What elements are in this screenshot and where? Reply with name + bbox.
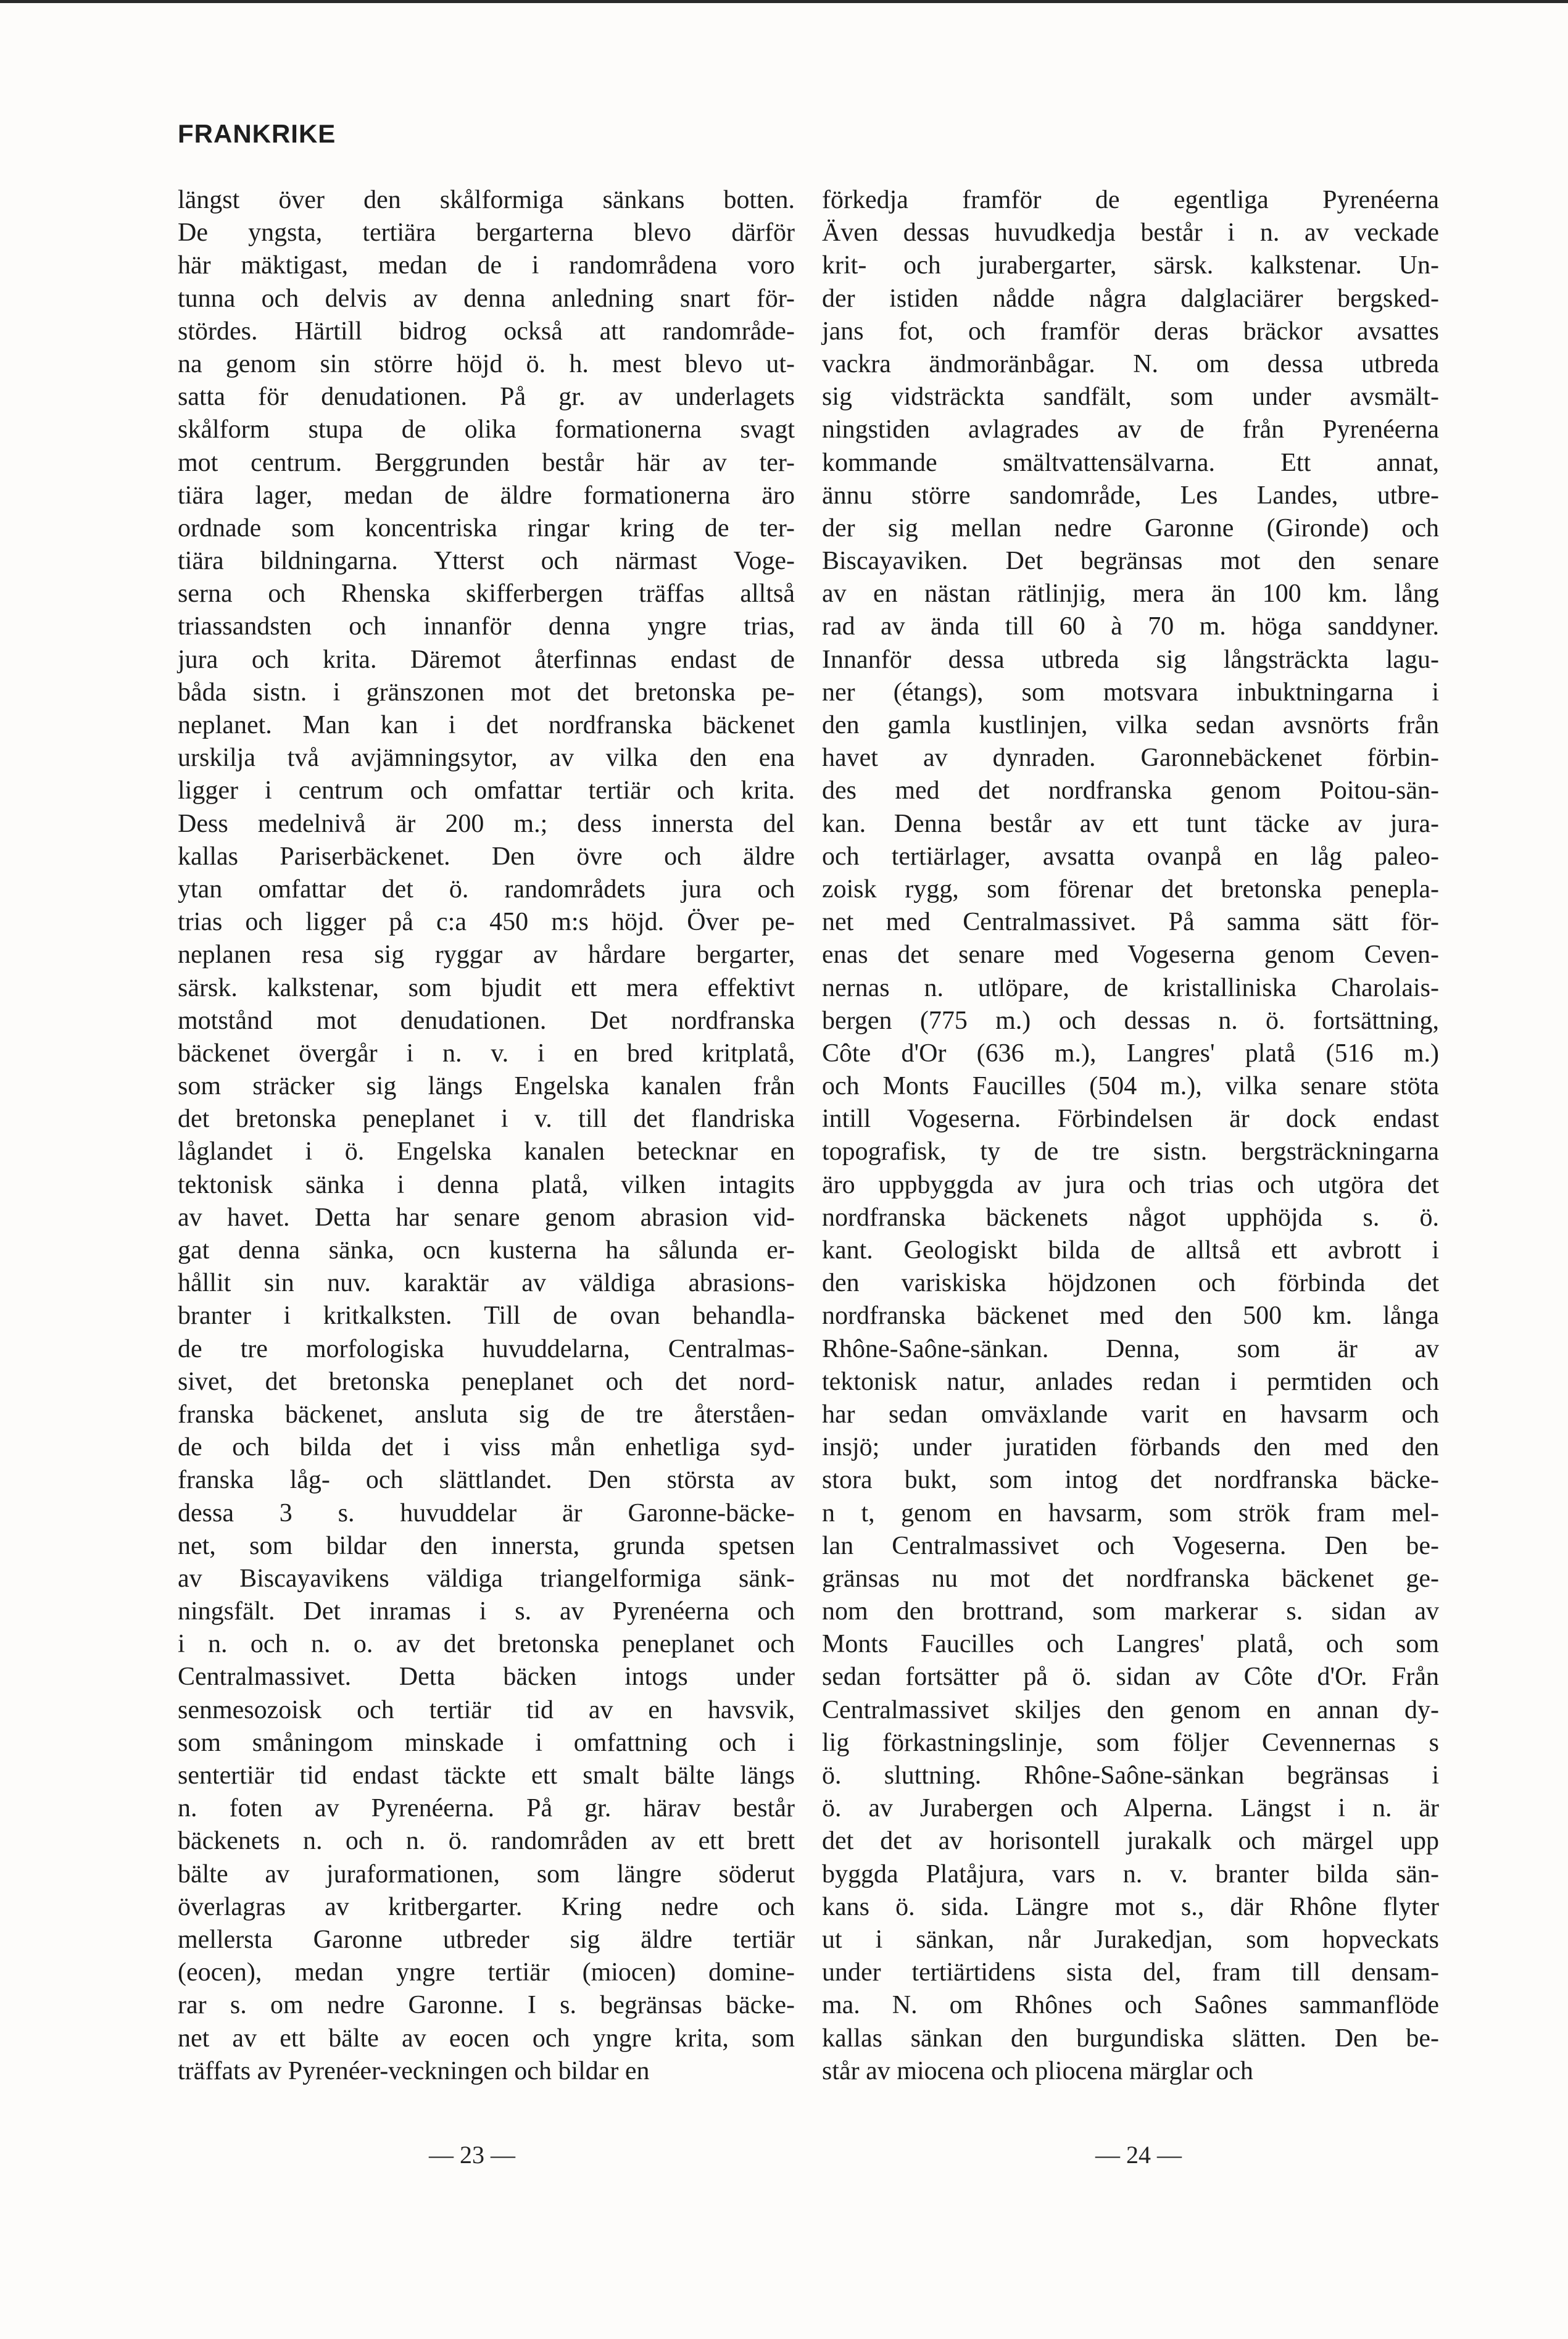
- text-line: under tertiärtidens sista del, fram till densam-: [822, 1958, 1439, 1987]
- text-line: mellersta Garonne utbreder sig äldre tertiär: [178, 1925, 795, 1954]
- text-line: Även dessas huvudkedja består i n. av veckade: [822, 218, 1439, 247]
- text-line: Biscayaviken. Det begränsas mot den senare: [822, 547, 1439, 576]
- text-line: ningsfält. Det inramas i s. av Pyrenéerna och: [178, 1597, 795, 1626]
- text-line: kallas sänkan den burgundiska slätten. Den be-: [822, 2024, 1439, 2053]
- text-line: ningstiden avlagrades av de från Pyrenéerna: [822, 415, 1439, 444]
- text-line: Centralmassivet. Detta bäcken intogs under: [178, 1663, 795, 1692]
- text-line: dessa 3 s. huvuddelar är Garonne-bäcke-: [178, 1498, 795, 1527]
- text-line: branter i kritkalksten. Till de ovan behandla-: [178, 1302, 795, 1331]
- text-line: kommande smältvattensälvarna. Ett annat,: [822, 448, 1439, 477]
- text-line: förkedja framför de egentliga Pyrenéerna: [822, 186, 1439, 214]
- text-line: net, som bildar den innersta, grunda spetsen: [178, 1531, 795, 1560]
- text-line: tiära bildningarna. Ytterst och närmast Voge-: [178, 547, 795, 576]
- text-line: står av miocena och pliocena märglar och: [822, 2056, 1253, 2085]
- text-line: stördes. Härtill bidrog också att randområde-: [178, 317, 795, 346]
- text-line: intill Vogeserna. Förbindelsen är dock endast: [822, 1105, 1439, 1134]
- text-line: enas det senare med Vogeserna genom Ceven-: [822, 941, 1439, 970]
- text-line: ännu större sandområde, Les Landes, utbre-: [822, 481, 1439, 510]
- page-number-left: — 23 —: [429, 2141, 515, 2169]
- text-line: gränsas nu mot det nordfranska bäckenet ge-: [822, 1564, 1439, 1593]
- text-line: insjö; under juratiden förbands den med den: [822, 1433, 1439, 1462]
- text-line: krit- och jurabergarter, särsk. kalkstenar. Un-: [822, 251, 1439, 280]
- text-line: det bretonska peneplanet i v. till det flandriska: [178, 1105, 795, 1134]
- text-line: neplanen resa sig ryggar av hårdare bergarter,: [178, 941, 795, 970]
- text-line: nernas n. utlöpare, de kristalliniska Charolais-: [822, 973, 1439, 1002]
- text-line: lig förkastningslinje, som följer Cevennernas s: [822, 1728, 1439, 1757]
- text-line: trias och ligger på c:a 450 m:s höjd. Över pe-: [178, 908, 795, 937]
- text-line: net med Centralmassivet. På samma sätt för-: [822, 908, 1439, 937]
- text-line: gat denna sänka, ocn kusterna ha sålunda er-: [178, 1236, 795, 1265]
- text-line: kant. Geologiskt bilda de alltså ett avbrott i: [822, 1236, 1439, 1265]
- text-line: rad av ända till 60 à 70 m. höga sanddyner.: [822, 612, 1439, 641]
- text-line: ö. sluttning. Rhône-Saône-sänkan begränsas i: [822, 1761, 1439, 1790]
- text-line: nordfranska bäckenets något upphöjda s. ö.: [822, 1203, 1439, 1232]
- text-line: sivet, det bretonska peneplanet och det nord-: [178, 1367, 795, 1396]
- text-line: Côte d'Or (636 m.), Langres' platå (516 m.): [822, 1039, 1439, 1068]
- text-line: som sträcker sig längs Engelska kanalen från: [178, 1072, 795, 1101]
- text-line: ytan omfattar det ö. randområdets jura och: [178, 875, 795, 904]
- text-line: här mäktigast, medan de i randområdena voro: [178, 251, 795, 280]
- text-line: jans fot, och framför deras bräckor avsattes: [822, 317, 1439, 346]
- text-line: Dess medelnivå är 200 m.; dess innersta del: [178, 809, 795, 838]
- text-line: senmesozoisk och tertiär tid av en havsvik,: [178, 1695, 795, 1724]
- text-line: des med det nordfranska genom Poitou-sän-: [822, 776, 1439, 805]
- text-line: nordfranska bäckenet med den 500 km. långa: [822, 1302, 1439, 1331]
- text-line: vackra ändmoränbågar. N. om dessa utbreda: [822, 349, 1439, 378]
- text-line: kallas Pariserbäckenet. Den övre och äldre: [178, 842, 795, 871]
- text-line: stora bukt, som intog det nordfranska bäcke-: [822, 1466, 1439, 1495]
- text-line: tektonisk sänka i denna platå, vilken intagits: [178, 1170, 795, 1199]
- text-line: der sig mellan nedre Garonne (Gironde) och: [822, 513, 1439, 542]
- text-line: som småningom minskade i omfattning och i: [178, 1728, 795, 1757]
- text-line: ma. N. om Rhônes och Saônes sammanflöde: [822, 1991, 1439, 2020]
- text-line: franska bäckenet, ansluta sig de tre återståen-: [178, 1400, 795, 1429]
- text-line: nom den brottrand, som markerar s. sidan av: [822, 1597, 1439, 1626]
- text-line: de och bilda det i viss mån enhetliga syd-: [178, 1433, 795, 1462]
- text-line: de tre morfologiska huvuddelarna, Centralmas-: [178, 1334, 795, 1363]
- text-line: mot centrum. Berggrunden består här av ter-: [178, 448, 795, 477]
- text-line: serna och Rhenska skifferbergen träffas alltså: [178, 580, 795, 609]
- text-line: sedan fortsätter på ö. sidan av Côte d'Or. Från: [822, 1663, 1439, 1692]
- right-text-column: [822, 184, 1439, 2088]
- text-line: Rhône-Saône-sänkan. Denna, som är av: [822, 1334, 1439, 1363]
- page-number-right: — 24 —: [1095, 2141, 1182, 2169]
- text-line: av havet. Detta har senare genom abrasion vid-: [178, 1203, 795, 1232]
- text-line: n. foten av Pyrenéerna. På gr. härav består: [178, 1794, 795, 1823]
- text-line: skålform stupa de olika formationerna svagt: [178, 415, 795, 444]
- text-line: (eocen), medan yngre tertiär (miocen) domine-: [178, 1958, 795, 1987]
- text-line: av en nästan rätlinjig, mera än 100 km. lång: [822, 580, 1439, 609]
- text-line: kan. Denna består av ett tunt täcke av jura-: [822, 809, 1439, 838]
- text-line: sig vidsträckta sandfält, som under avsmält-: [822, 383, 1439, 412]
- text-line: bergen (775 m.) och dessas n. ö. fortsättning,: [822, 1006, 1439, 1035]
- top-border-rule: [0, 0, 1568, 3]
- text-line: neplanet. Man kan i det nordfranska bäckenet: [178, 711, 795, 739]
- text-line: tiära lager, medan de äldre formationerna äro: [178, 481, 795, 510]
- text-line: franska låg- och slättlandet. Den största av: [178, 1466, 795, 1495]
- text-line: Centralmassivet skiljes den genom en annan dy-: [822, 1695, 1439, 1724]
- text-line: net av ett bälte av eocen och yngre krita, som: [178, 2024, 795, 2053]
- text-line: och Monts Faucilles (504 m.), vilka senare stöta: [822, 1072, 1439, 1101]
- text-line: tektonisk natur, anlades redan i permtiden och: [822, 1367, 1439, 1396]
- text-line: ö. av Jurabergen och Alperna. Längst i n. är: [822, 1794, 1439, 1823]
- text-line: Innanför dessa utbreda sig långsträckta lagu-: [822, 645, 1439, 674]
- text-line: topografisk, ty de tre sistn. bergsträckningarna: [822, 1137, 1439, 1166]
- text-line: zoisk rygg, som förenar det bretonska penepla-: [822, 875, 1439, 904]
- text-line: bäckenet övergår i n. v. i en bred kritplatå,: [178, 1039, 795, 1068]
- text-line: bälte av juraformationen, som längre söderut: [178, 1859, 795, 1888]
- text-line: satta för denudationen. På gr. av underlagets: [178, 383, 795, 412]
- text-line: n t, genom en havsarm, som strök fram mel-: [822, 1498, 1439, 1527]
- text-line: Monts Faucilles och Langres' platå, och som: [822, 1630, 1439, 1659]
- text-line: särsk. kalkstenar, som bjudit ett mera effektivt: [178, 973, 795, 1002]
- text-line: och tertiärlager, avsatta ovanpå en låg paleo-: [822, 842, 1439, 871]
- text-line: der istiden nådde några dalglaciärer bergsked-: [822, 284, 1439, 313]
- text-line: kans ö. sida. Längre mot s., där Rhône flyter: [822, 1892, 1439, 1921]
- left-text-column: [178, 184, 795, 2088]
- text-line: na genom sin större höjd ö. h. mest blevo ut-: [178, 349, 795, 378]
- text-line: i n. och n. o. av det bretonska peneplanet och: [178, 1630, 795, 1659]
- text-line: rar s. om nedre Garonne. I s. begränsas bäcke-: [178, 1991, 795, 2020]
- text-line: lan Centralmassivet och Vogeserna. Den be-: [822, 1531, 1439, 1560]
- text-line: ordnade som koncentriska ringar kring de ter-: [178, 513, 795, 542]
- text-line: hållit sin nuv. karaktär av väldiga abrasions-: [178, 1269, 795, 1298]
- running-head: FRANKRIKE: [178, 119, 336, 148]
- text-line: båda sistn. i gränszonen mot det bretonska pe-: [178, 678, 795, 707]
- text-line: låglandet i ö. Engelska kanalen betecknar en: [178, 1137, 795, 1166]
- text-line: jura och krita. Däremot återfinnas endast de: [178, 645, 795, 674]
- text-line: längst över den skålformiga sänkans botten.: [178, 186, 795, 214]
- text-line: triassandsten och innanför denna yngre trias,: [178, 612, 795, 641]
- text-line: bäckenets n. och n. ö. randområden av ett brett: [178, 1827, 795, 1856]
- text-line: den gamla kustlinjen, vilka sedan avsnörts från: [822, 711, 1439, 739]
- text-line: tunna och delvis av denna anledning snart för-: [178, 284, 795, 313]
- text-line: sentertiär tid endast täckte ett smalt bälte längs: [178, 1761, 795, 1790]
- text-line: motstånd mot denudationen. Det nordfranska: [178, 1006, 795, 1035]
- text-line: överlagras av kritbergarter. Kring nedre och: [178, 1892, 795, 1921]
- text-line: av Biscayavikens väldiga triangelformiga sänk-: [178, 1564, 795, 1593]
- text-line: den variskiska höjdzonen och förbinda det: [822, 1269, 1439, 1298]
- text-line: ner (étangs), som motsvara inbuktningarna i: [822, 678, 1439, 707]
- text-line: träffats av Pyrenéer-veckningen och bildar en: [178, 2056, 650, 2085]
- text-line: äro uppbyggda av jura och trias och utgöra det: [822, 1170, 1439, 1199]
- text-line: det det av horisontell jurakalk och märgel upp: [822, 1827, 1439, 1856]
- text-line: ut i sänkan, når Jurakedjan, som hopveckats: [822, 1925, 1439, 1954]
- text-line: byggda Platåjura, vars n. v. branter bilda sän-: [822, 1859, 1439, 1888]
- text-line: har sedan omväxlande varit en havsarm och: [822, 1400, 1439, 1429]
- text-line: urskilja två avjämningsytor, av vilka den ena: [178, 744, 795, 773]
- text-line: ligger i centrum och omfattar tertiär och krita.: [178, 776, 795, 805]
- text-line: havet av dynraden. Garonnebäckenet förbin-: [822, 744, 1439, 773]
- text-line: De yngsta, tertiära bergarterna blevo därför: [178, 218, 795, 247]
